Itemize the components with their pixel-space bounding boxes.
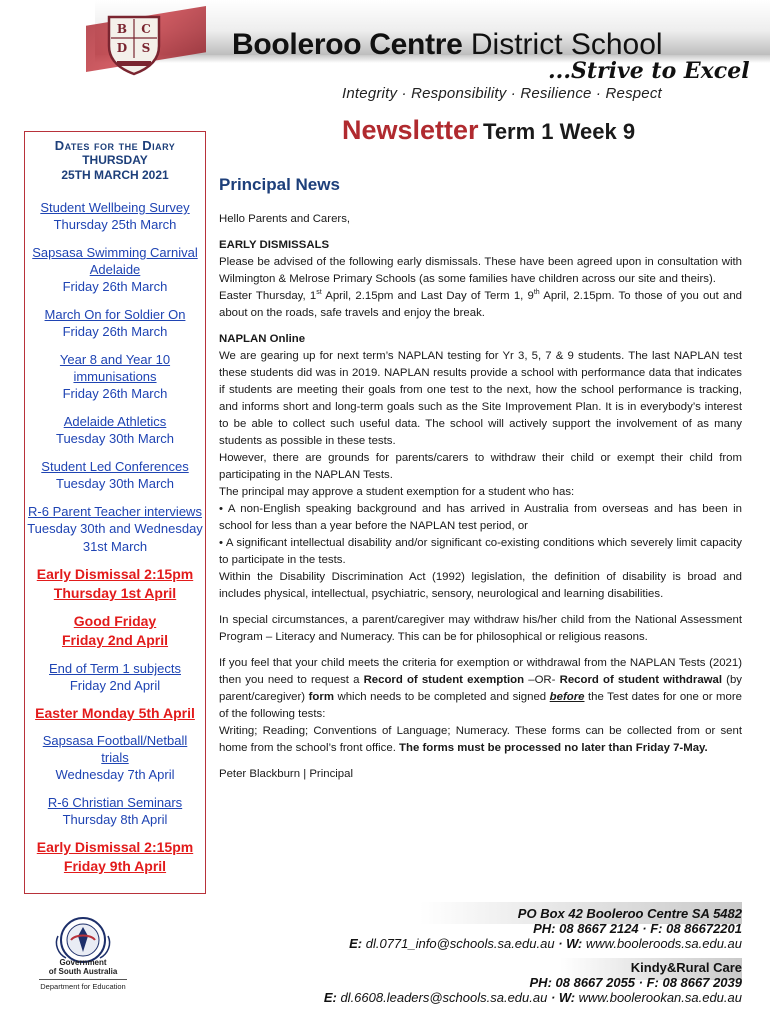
- naplan-heading: NAPLAN Online: [219, 333, 306, 345]
- diary-date: 25TH MARCH 2021: [61, 168, 169, 182]
- event-date: Friday 26th March: [62, 386, 168, 401]
- footer-school-contact: [349, 906, 742, 951]
- newsletter-term: Term 1 Week 9: [483, 119, 636, 144]
- web-label: · W:: [558, 936, 583, 951]
- event-item: [25, 413, 205, 448]
- crest-letter-b: B: [116, 22, 128, 36]
- text-run: April, 2.15pm. To those of you out and about on the roads, safe travels and enjoy the break.: [219, 290, 742, 319]
- text-run: the Test dates for one or more of the following tests:: [219, 691, 742, 720]
- text-run: If you feel that your child meets the criteria for exemption or withdrawal from the NAPLAN Tests (2021) then you need to request a: [219, 657, 742, 686]
- event-title[interactable]: Student Led Conferences: [41, 459, 189, 474]
- newsletter-title: [342, 115, 635, 146]
- diary-day: THURSDAY: [82, 153, 148, 167]
- kindy-title: Kindy&Rural Care: [630, 960, 742, 975]
- text-run: which needs to be completed and signed: [333, 691, 550, 703]
- naplan-paragraph: We are gearing up for next term’s NAPLAN testing for Yr 3, 5, 7 & 9 students. The last NAPLAN test these students did was in 2019. NAPLAN results provide a school with performance data that indicates if students are meeting their goals from one test to the next, how the school performance is tracking, and informs short and long-term goals such as the Site Improvement Plan. It is in everybody’s interest to be able to collect such useful data. The school will actively support the involvement of as many students as possible in these tests.: [219, 350, 742, 447]
- event-title[interactable]: R-6 Christian Seminars: [47, 795, 183, 810]
- school-name: [232, 28, 663, 62]
- event-date: Friday 2nd April: [61, 632, 169, 648]
- naplan-bullet: • A non-English speaking background and has arrived in Australia from overseas and has been in school for less than a year before the NAPLAN test period, or: [219, 503, 742, 532]
- gov-line-3: Department for Education: [40, 982, 126, 991]
- school-values: Integrity · Responsibility · Resilience · Respect: [342, 85, 662, 102]
- event-date: Thursday 1st April: [53, 585, 177, 601]
- email-label: E:: [323, 990, 337, 1005]
- school-motto: ...Strive to Excel: [548, 58, 750, 84]
- newsletter-word: Newsletter: [342, 115, 479, 145]
- event-title[interactable]: Early Dismissal 2:15pm: [36, 566, 194, 582]
- event-title[interactable]: End of Term 1 subjects: [49, 661, 181, 676]
- event-item: [25, 199, 205, 234]
- event-item: [25, 351, 205, 403]
- school-name-bold: Booleroo Centre: [232, 28, 463, 61]
- event-item-highlight: [25, 839, 205, 876]
- dates-for-the-diary: [24, 131, 206, 894]
- event-item: [25, 660, 205, 695]
- naplan-paragraph: In special circumstances, a parent/caregiver may withdraw his/her child from the National Assessment Program – Literacy and Numeracy. This can be for philosophical or religious reasons.: [219, 614, 742, 643]
- government-logo-text: [33, 958, 133, 991]
- school-address: PO Box 42 Booleroo Centre SA 5482: [517, 906, 742, 921]
- naplan-paragraph: [219, 723, 742, 757]
- kindy-email-line: [324, 990, 742, 1005]
- gov-line-2: of South Australia: [48, 967, 118, 976]
- event-title[interactable]: R-6 Parent Teacher interviews: [28, 504, 202, 519]
- gov-divider: [39, 979, 127, 980]
- event-title[interactable]: Adelaide Athletics: [63, 414, 167, 429]
- naplan-paragraph: The principal may approve a student exemption for a student who has:: [219, 486, 575, 498]
- school-phone: PH: 08 8667 2124 · F: 08 86672201: [533, 921, 742, 936]
- event-title[interactable]: Easter Monday 5th April: [35, 705, 195, 721]
- naplan-bullet: • A significant intellectual disability and/or significant co-existing conditions which severely limit capacity to participate in the tests.: [219, 537, 742, 566]
- event-list: [25, 199, 205, 876]
- text-run: Writing; Reading; Conventions of Language; Numeracy. These forms can be collected from or sent home from the school’s front office.: [219, 725, 742, 754]
- school-web-link[interactable]: www.booleroods.sa.edu.au: [585, 936, 742, 951]
- text-run: April, 2.15pm and Last Day of Term 1, 9: [321, 290, 534, 302]
- school-email-line: [349, 936, 742, 951]
- ordinal-suffix: st: [316, 289, 322, 297]
- event-date: Friday 2nd April: [69, 678, 161, 693]
- event-title[interactable]: Early Dismissal 2:15pm: [36, 839, 194, 855]
- naplan-paragraph: Within the Disability Discrimination Act (1992) legislation, the definition of disability is broad and includes physical, intellectual, psychiatric, sensory, neurological and learning disabilities.: [219, 571, 742, 600]
- diary-title: Dates for the Diary: [54, 138, 176, 153]
- event-title[interactable]: Sapsasa Football/Netball trials: [42, 733, 188, 765]
- event-item: [25, 503, 205, 556]
- kindy-email-link[interactable]: dl.6608.leaders@schools.sa.edu.au: [340, 990, 548, 1005]
- event-item: [25, 732, 205, 784]
- school-email-link[interactable]: dl.0771_info@schools.sa.edu.au: [365, 936, 555, 951]
- event-date: Friday 26th March: [62, 324, 168, 339]
- text-run-bold: form: [308, 691, 334, 703]
- text-run-bold: The forms must be processed no later than Friday 7-May.: [399, 742, 708, 754]
- section-title-principal-news: Principal News: [219, 175, 340, 194]
- gov-line-1: Government: [59, 958, 107, 967]
- ordinal-suffix: th: [533, 289, 540, 297]
- crest-letter-s: S: [141, 41, 151, 55]
- event-item-highlight: [25, 566, 205, 603]
- crest-letter-d: D: [116, 41, 128, 55]
- event-date: Tuesday 30th March: [55, 431, 175, 446]
- event-date: Friday 26th March: [62, 279, 168, 294]
- event-item: [25, 306, 205, 341]
- kindy-phone: PH: 08 8667 2055 · F: 08 8667 2039: [529, 975, 742, 990]
- event-date: Tuesday 30th and Wednesday 31st March: [27, 521, 203, 554]
- event-item: [25, 244, 205, 296]
- event-title[interactable]: Sapsasa Swimming Carnival Adelaide: [32, 245, 198, 277]
- event-date: Tuesday 30th March: [55, 476, 175, 491]
- event-date: Thursday 8th April: [62, 812, 168, 827]
- article-body: [219, 211, 742, 783]
- signoff: Peter Blackburn | Principal: [219, 768, 354, 780]
- naplan-paragraph: [219, 655, 742, 723]
- event-item: [25, 458, 205, 493]
- footer-kindy-contact: [324, 960, 742, 1005]
- event-date: Thursday 25th March: [53, 217, 177, 232]
- text-run: Easter Thursday, 1: [219, 290, 317, 302]
- text-run: (by parent/caregiver): [219, 674, 742, 703]
- text-run-bold: Record of student withdrawal: [559, 674, 723, 686]
- event-date: Friday 9th April: [63, 858, 167, 874]
- school-crest-icon: [105, 14, 163, 76]
- event-title[interactable]: Good Friday: [73, 613, 157, 629]
- event-item: [25, 794, 205, 829]
- early-dismissals-paragraph: Please be advised of the following early dismissals. These have been agreed upon in consultation with Wilmington & Melrose Primary Schools (as some families have children across our site and theirs).: [219, 256, 742, 285]
- text-run-emphasis: before: [549, 691, 585, 703]
- school-name-rest: District School: [470, 28, 663, 61]
- kindy-web-link[interactable]: www.boolerookan.sa.edu.au: [578, 990, 742, 1005]
- early-dismissals-heading: EARLY DISMISSALS: [219, 239, 330, 251]
- early-dismissals-dates: [219, 288, 742, 322]
- event-title[interactable]: Student Wellbeing Survey: [40, 200, 190, 215]
- event-title[interactable]: March On for Soldier On: [44, 307, 186, 322]
- event-item-highlight: [25, 613, 205, 650]
- web-label: · W:: [550, 990, 576, 1005]
- header: [0, 0, 770, 112]
- email-label: E:: [349, 936, 363, 951]
- event-date: Wednesday 7th April: [55, 767, 175, 782]
- text-run: –OR-: [524, 674, 560, 686]
- crest-letter-c: C: [141, 22, 151, 36]
- text-run-bold: Record of student exemption: [363, 674, 525, 686]
- greeting: Hello Parents and Carers,: [219, 213, 351, 225]
- event-item-highlight: [25, 705, 205, 722]
- naplan-paragraph: However, there are grounds for parents/carers to withdraw their child or exempt their child from participating in the NAPLAN Tests.: [219, 452, 742, 481]
- event-title[interactable]: Year 8 and Year 10 immunisations: [59, 352, 171, 384]
